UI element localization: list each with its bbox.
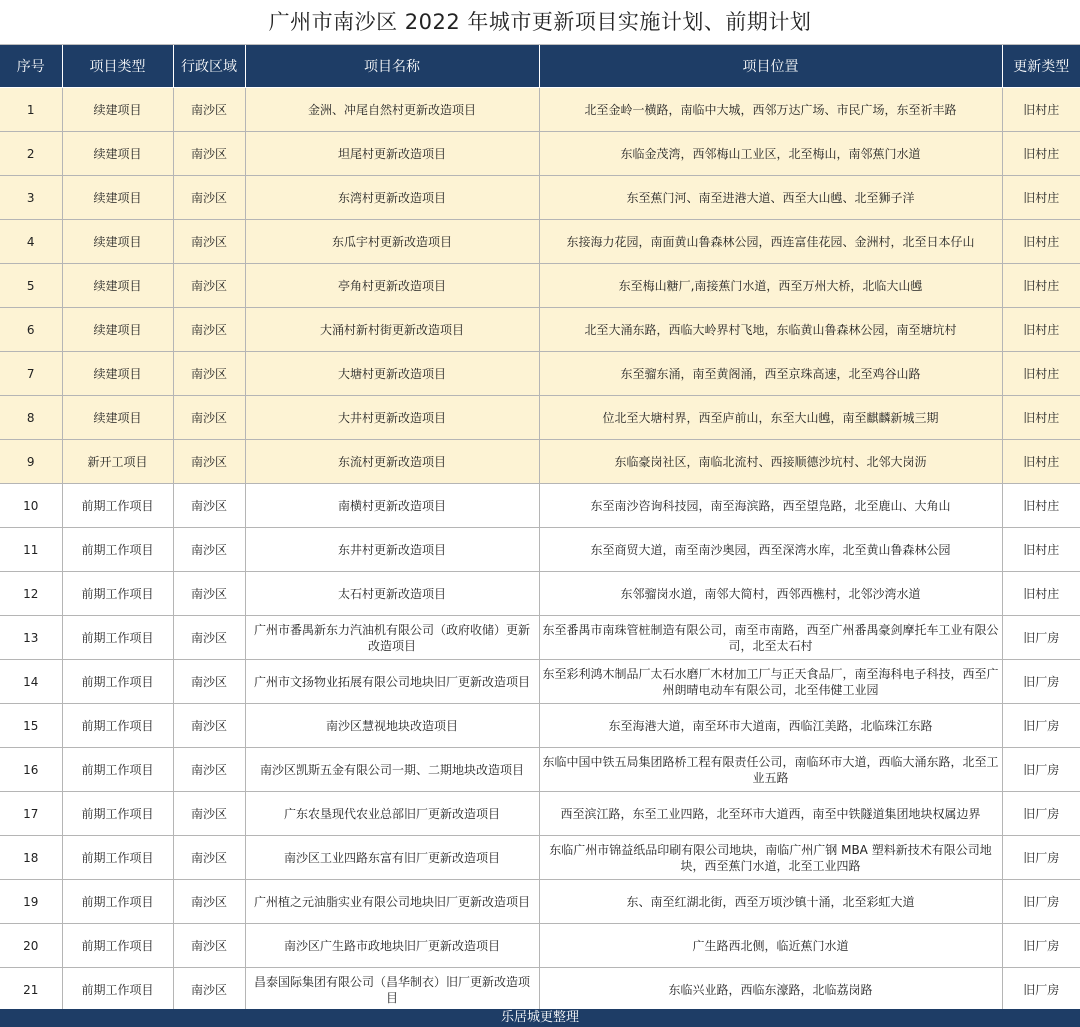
cell-kind: 旧村庄 <box>1002 176 1080 220</box>
cell-name: 广州市文扬物业拓展有限公司地块旧厂更新改造项目 <box>245 660 539 704</box>
cell-type: 续建项目 <box>62 132 173 176</box>
cell-district: 南沙区 <box>173 88 245 132</box>
cell-type: 新开工项目 <box>62 440 173 484</box>
cell-district: 南沙区 <box>173 968 245 1012</box>
cell-district: 南沙区 <box>173 748 245 792</box>
cell-type: 续建项目 <box>62 352 173 396</box>
cell-kind: 旧村庄 <box>1002 352 1080 396</box>
cell-name: 坦尾村更新改造项目 <box>245 132 539 176</box>
table-row <box>0 748 1080 792</box>
cell-no: 17 <box>0 792 62 836</box>
cell-district: 南沙区 <box>173 396 245 440</box>
cell-district: 南沙区 <box>173 528 245 572</box>
cell-location: 东、南至红湖北街，西至万顷沙镇十涌，北至彩虹大道 <box>539 880 1002 924</box>
header-location: 项目位置 <box>539 45 1002 88</box>
cell-no: 3 <box>0 176 62 220</box>
cell-no: 2 <box>0 132 62 176</box>
table-header <box>0 45 1080 88</box>
cell-district: 南沙区 <box>173 308 245 352</box>
cell-name: 广州市番禺新东力汽油机有限公司（政府收储）更新改造项目 <box>245 616 539 660</box>
table-row <box>0 88 1080 132</box>
cell-kind: 旧村庄 <box>1002 132 1080 176</box>
cell-district: 南沙区 <box>173 220 245 264</box>
header-kind: 更新类型 <box>1002 45 1080 88</box>
cell-location: 东邻骝岗水道，南邻大简村，西邻西樵村，北邻沙湾水道 <box>539 572 1002 616</box>
cell-location: 东临兴业路，西临东濠路，北临荔岗路 <box>539 968 1002 1012</box>
cell-kind: 旧村庄 <box>1002 528 1080 572</box>
table-row <box>0 132 1080 176</box>
cell-kind: 旧村庄 <box>1002 264 1080 308</box>
cell-district: 南沙区 <box>173 484 245 528</box>
cell-name: 南沙区工业四路东富有旧厂更新改造项目 <box>245 836 539 880</box>
cell-type: 续建项目 <box>62 308 173 352</box>
cell-location: 东临中国中铁五局集团路桥工程有限责任公司，南临环市大道，西临大涌东路，北至工业五路 <box>539 748 1002 792</box>
cell-name: 广州植之元油脂实业有限公司地块旧厂更新改造项目 <box>245 880 539 924</box>
cell-name: 东湾村更新改造项目 <box>245 176 539 220</box>
table-row <box>0 484 1080 528</box>
cell-name: 南横村更新改造项目 <box>245 484 539 528</box>
table-row <box>0 880 1080 924</box>
cell-kind: 旧厂房 <box>1002 792 1080 836</box>
cell-name: 大井村更新改造项目 <box>245 396 539 440</box>
cell-district: 南沙区 <box>173 264 245 308</box>
cell-type: 续建项目 <box>62 88 173 132</box>
cell-no: 12 <box>0 572 62 616</box>
table-row <box>0 792 1080 836</box>
cell-kind: 旧厂房 <box>1002 748 1080 792</box>
cell-location: 东至南沙咨询科技园，南至海滨路，西至望凫路，北至鹿山、大角山 <box>539 484 1002 528</box>
cell-no: 10 <box>0 484 62 528</box>
table-row <box>0 528 1080 572</box>
cell-district: 南沙区 <box>173 836 245 880</box>
cell-name: 南沙区慧视地块改造项目 <box>245 704 539 748</box>
cell-location: 广生路西北侧，临近蕉门水道 <box>539 924 1002 968</box>
project-table <box>0 45 1080 1012</box>
cell-location: 东至蕉门河、南至进港大道、西至大山乸、北至狮子洋 <box>539 176 1002 220</box>
cell-kind: 旧村庄 <box>1002 396 1080 440</box>
table-row <box>0 704 1080 748</box>
cell-kind: 旧厂房 <box>1002 880 1080 924</box>
cell-type: 续建项目 <box>62 264 173 308</box>
cell-no: 9 <box>0 440 62 484</box>
cell-no: 21 <box>0 968 62 1012</box>
cell-no: 8 <box>0 396 62 440</box>
cell-type: 前期工作项目 <box>62 704 173 748</box>
cell-location: 东至番禺市南珠管桩制造有限公司，南至市南路，西至广州番禺豪剑摩托车工业有限公司，北至太石村 <box>539 616 1002 660</box>
table-row <box>0 616 1080 660</box>
cell-kind: 旧村庄 <box>1002 88 1080 132</box>
cell-district: 南沙区 <box>173 924 245 968</box>
cell-name: 南沙区凯斯五金有限公司一期、二期地块改造项目 <box>245 748 539 792</box>
cell-kind: 旧村庄 <box>1002 572 1080 616</box>
cell-no: 13 <box>0 616 62 660</box>
cell-location: 东临豪岗社区，南临北流村、西接顺德沙坑村、北邻大岗沥 <box>539 440 1002 484</box>
cell-location: 位北至大塘村界，西至庐前山，东至大山乸，南至麒麟新城三期 <box>539 396 1002 440</box>
cell-kind: 旧厂房 <box>1002 660 1080 704</box>
cell-type: 前期工作项目 <box>62 924 173 968</box>
cell-name: 大塘村更新改造项目 <box>245 352 539 396</box>
cell-district: 南沙区 <box>173 660 245 704</box>
cell-type: 续建项目 <box>62 220 173 264</box>
table-row <box>0 660 1080 704</box>
cell-name: 东流村更新改造项目 <box>245 440 539 484</box>
cell-type: 前期工作项目 <box>62 528 173 572</box>
table-row <box>0 440 1080 484</box>
cell-no: 18 <box>0 836 62 880</box>
cell-location: 东至海港大道，南至环市大道南，西临江美路，北临珠江东路 <box>539 704 1002 748</box>
cell-type: 续建项目 <box>62 176 173 220</box>
cell-no: 1 <box>0 88 62 132</box>
header-type: 项目类型 <box>62 45 173 88</box>
cell-type: 前期工作项目 <box>62 836 173 880</box>
cell-location: 北至金岭一横路，南临中大城，西邻万达广场、市民广场，东至祈丰路 <box>539 88 1002 132</box>
table-row <box>0 572 1080 616</box>
cell-location: 西至滨江路，东至工业四路，北至环市大道西，南至中铁隧道集团地块权属边界 <box>539 792 1002 836</box>
cell-location: 北至大涌东路，西临大岭界村飞地，东临黄山鲁森林公园，南至塘坑村 <box>539 308 1002 352</box>
cell-district: 南沙区 <box>173 704 245 748</box>
cell-kind: 旧厂房 <box>1002 924 1080 968</box>
table-row <box>0 352 1080 396</box>
cell-name: 南沙区广生路市政地块旧厂更新改造项目 <box>245 924 539 968</box>
cell-type: 前期工作项目 <box>62 572 173 616</box>
cell-district: 南沙区 <box>173 880 245 924</box>
table-row <box>0 968 1080 1012</box>
table-row <box>0 220 1080 264</box>
cell-no: 4 <box>0 220 62 264</box>
cell-location: 东至商贸大道，南至南沙奥园，西至深湾水库，北至黄山鲁森林公园 <box>539 528 1002 572</box>
cell-kind: 旧厂房 <box>1002 968 1080 1012</box>
cell-name: 广东农垦现代农业总部旧厂更新改造项目 <box>245 792 539 836</box>
cell-location: 东临金茂湾，西邻梅山工业区，北至梅山，南邻蕉门水道 <box>539 132 1002 176</box>
cell-type: 前期工作项目 <box>62 792 173 836</box>
cell-name: 东瓜宇村更新改造项目 <box>245 220 539 264</box>
table-row <box>0 176 1080 220</box>
header-name: 项目名称 <box>245 45 539 88</box>
cell-no: 19 <box>0 880 62 924</box>
cell-no: 5 <box>0 264 62 308</box>
cell-name: 金洲、冲尾自然村更新改造项目 <box>245 88 539 132</box>
table-row <box>0 396 1080 440</box>
header-no: 序号 <box>0 45 62 88</box>
cell-no: 6 <box>0 308 62 352</box>
cell-kind: 旧村庄 <box>1002 440 1080 484</box>
cell-name: 东井村更新改造项目 <box>245 528 539 572</box>
cell-kind: 旧厂房 <box>1002 616 1080 660</box>
cell-district: 南沙区 <box>173 352 245 396</box>
cell-type: 续建项目 <box>62 396 173 440</box>
table-row <box>0 264 1080 308</box>
cell-district: 南沙区 <box>173 176 245 220</box>
table-row <box>0 308 1080 352</box>
table-row <box>0 924 1080 968</box>
table-body <box>0 88 1080 1012</box>
cell-no: 20 <box>0 924 62 968</box>
cell-location: 东至梅山糖厂,南接蕉门水道，西至万州大桥，北临大山乸 <box>539 264 1002 308</box>
cell-district: 南沙区 <box>173 440 245 484</box>
cell-name: 亭角村更新改造项目 <box>245 264 539 308</box>
cell-kind: 旧厂房 <box>1002 836 1080 880</box>
cell-district: 南沙区 <box>173 132 245 176</box>
cell-no: 7 <box>0 352 62 396</box>
cell-name: 太石村更新改造项目 <box>245 572 539 616</box>
cell-kind: 旧村庄 <box>1002 484 1080 528</box>
cell-type: 前期工作项目 <box>62 880 173 924</box>
cell-type: 前期工作项目 <box>62 968 173 1012</box>
header-district: 行政区域 <box>173 45 245 88</box>
footer-caption: 乐居城更整理 <box>0 1009 1080 1027</box>
cell-kind: 旧村庄 <box>1002 308 1080 352</box>
cell-kind: 旧厂房 <box>1002 704 1080 748</box>
cell-kind: 旧村庄 <box>1002 220 1080 264</box>
cell-type: 前期工作项目 <box>62 616 173 660</box>
cell-type: 前期工作项目 <box>62 660 173 704</box>
page-title: 广州市南沙区 2022 年城市更新项目实施计划、前期计划 <box>0 0 1080 45</box>
cell-type: 前期工作项目 <box>62 484 173 528</box>
cell-location: 东临广州市锦益纸品印刷有限公司地块，南临广州广钢 MBA 塑料新技术有限公司地块，西至蕉门水道，北至工业四路 <box>539 836 1002 880</box>
cell-no: 15 <box>0 704 62 748</box>
cell-district: 南沙区 <box>173 792 245 836</box>
table-row <box>0 836 1080 880</box>
cell-location: 东至骝东涌，南至黄阁涌，西至京珠高速，北至鸡谷山路 <box>539 352 1002 396</box>
cell-type: 前期工作项目 <box>62 748 173 792</box>
cell-no: 14 <box>0 660 62 704</box>
cell-location: 东接海力花园，南面黄山鲁森林公园，西连富佳花园、金洲村，北至日本仔山 <box>539 220 1002 264</box>
cell-name: 昌泰国际集团有限公司（昌华制衣）旧厂更新改造项目 <box>245 968 539 1012</box>
cell-name: 大涌村新村街更新改造项目 <box>245 308 539 352</box>
cell-district: 南沙区 <box>173 616 245 660</box>
cell-location: 东至彩利鸿木制品厂太石水磨厂木材加工厂与正天食品厂，南至海科电子科技，西至广州朗晴电动车有限公司，北至伟健工业园 <box>539 660 1002 704</box>
cell-no: 11 <box>0 528 62 572</box>
cell-district: 南沙区 <box>173 572 245 616</box>
cell-no: 16 <box>0 748 62 792</box>
